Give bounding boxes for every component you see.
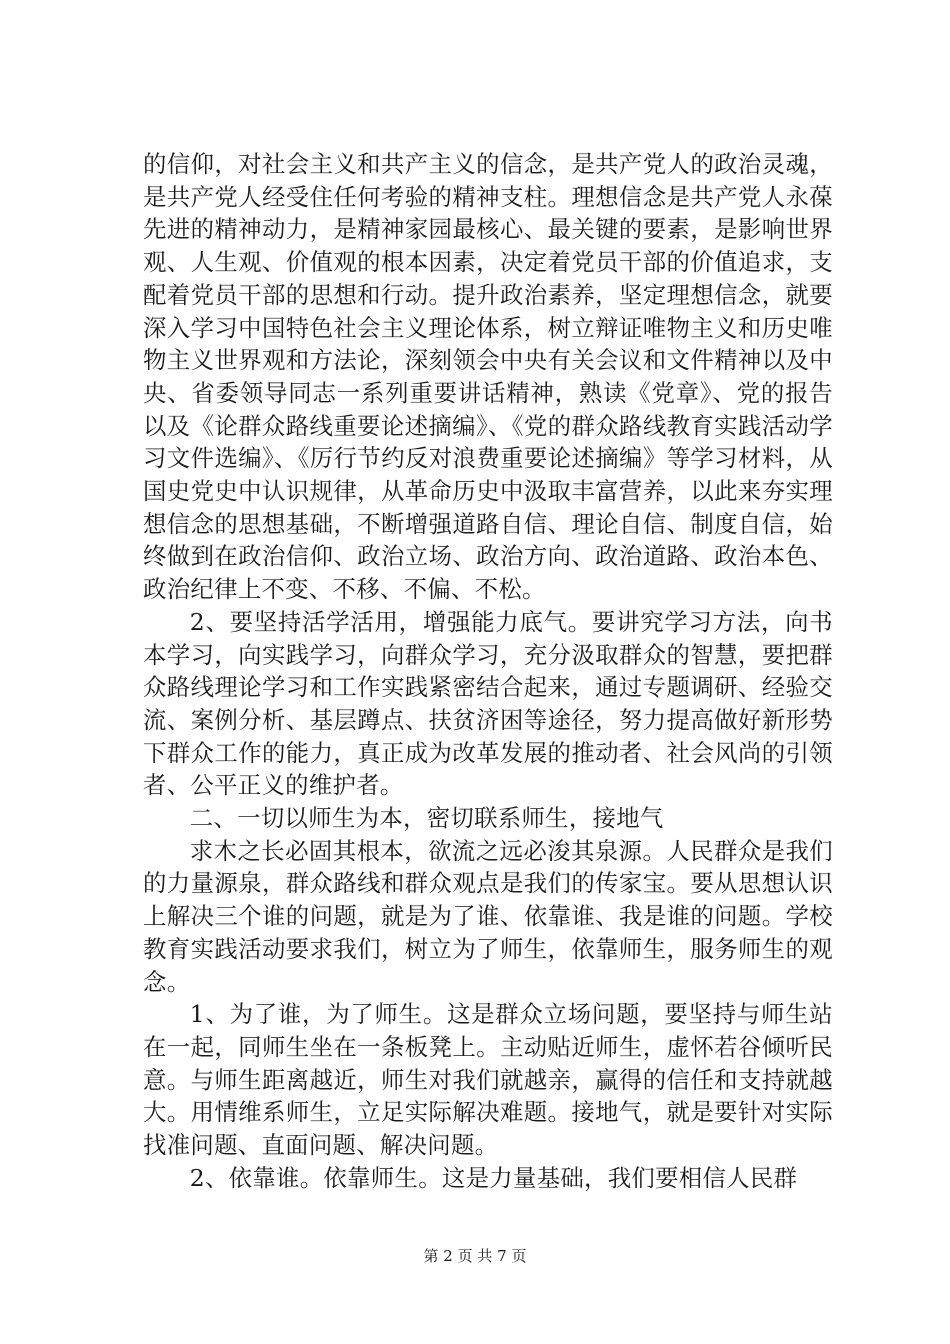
paragraph-5: 2、依靠谁。依靠师生。这是力量基础，我们要相信人民群: [189, 1163, 798, 1192]
paragraph-3: 求木之长必固其根本，欲流之远必浚其泉源。人民群众是我们的力量源泉，群众路线和群众观点是我们的传家宝。要从思想认识上解决三个谁的问题，就是为了谁、依靠谁、我是谁的问题。学校教育实践活动要求我们，树立为了师生，依靠师生，服务师生的观念。: [143, 836, 833, 996]
document-body: [143, 148, 833, 1195]
paragraph-1: 的信仰，对社会主义和共产主义的信念，是共产党人的政治灵魂，是共产党人经受住任何考验的精神支柱。理想信念是共产党人永葆先进的精神动力，是精神家园最核心、最关键的要素，是影响世界观、人生观、价值观的根本因素，决定着党员干部的价值追求，支配着党员干部的思想和行动。提升政治素养，坚定理想信念，就要深入学习中国特色社会主义理论体系，树立辩证唯物主义和历史唯物主义世界观和方法论，深刻领会中央有关会议和文件精神以及中央、省委领导同志一系列重要讲话精神，熟读《党章》、党的报告以及《论群众路线重要论述摘编》、《党的群众路线教育实践活动学习文件选编》、《厉行节约反对浪费重要论述摘编》等学习材料，从国史党史中认识规律，从革命历史中汲取丰富营养，以此来夯实理想信念的思想基础，不断增强道路自信、理论自信、制度自信，始终做到在政治信仰、政治立场、政治方向、政治道路、政治本色、政治纪律上不变、不移、不偏、不松。: [143, 150, 833, 604]
section-heading-2: 二、一切以师生为本，密切联系师生，接地气: [189, 804, 664, 833]
page-footer: 第 2 页 共 7 页: [423, 1247, 527, 1265]
paragraph-4: 1、为了谁，为了师生。这是群众立场问题，要坚持与师生站在一起，同师生坐在一条板凳上。主动贴近师生，虚怀若谷倾听民意。与师生距离越近，师生对我们就越亲，赢得的信任和支持就越大。用情维系师生，立足实际解决难题。接地气，就是要针对实际找准问题、直面问题、解决问题。: [143, 1000, 833, 1160]
paragraph-2: 2、要坚持活学活用，增强能力底气。要讲究学习方法，向书本学习，向实践学习，向群众学习，充分汲取群众的智慧，要把群众路线理论学习和工作实践紧密结合起来，通过专题调研、经验交流、案例分析、基层蹲点、扶贫济困等途径，努力提高做好新形势下群众工作的能力，真正成为改革发展的推动者、社会风尚的引领者、公平正义的维护者。: [143, 607, 833, 800]
